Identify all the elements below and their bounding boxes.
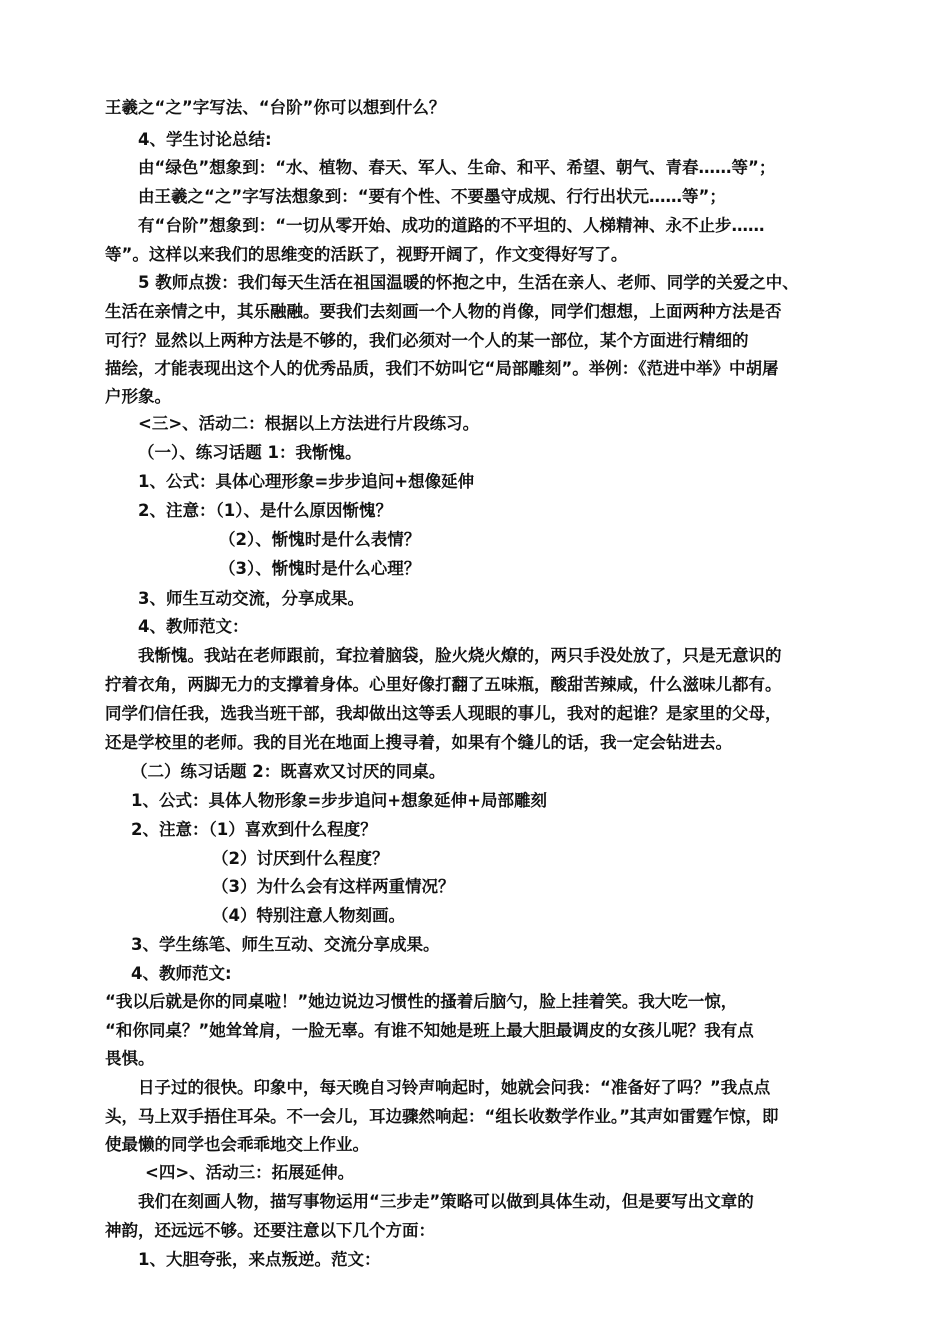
text-line: “和你同桌？”她耸耸肩，一脸无辜。有谁不知她是班上最大胆最调皮的女孩儿呢？我有点 (105, 1021, 754, 1040)
text-line: （3）为什么会有这样两重情况？ (212, 877, 455, 896)
text-line: 日子过的很快。印象中，每天晚自习铃声响起时，她就会问我：“准备好了吗？”我点点 (138, 1078, 771, 1097)
text-line: 由“绿色”想象到：“水、植物、春天、军人、生命、和平、希望、朝气、青春……等”； (138, 158, 776, 177)
text-line: 畏惧。 (105, 1049, 155, 1068)
text-line: 同学们信任我，选我当班干部，我却做出这等丢人现眼的事儿，我对的起谁？是家里的父母， (105, 704, 782, 723)
text-line: （2）讨厌到什么程度？ (212, 849, 389, 868)
text-line: 3、学生练笔、师生互动、交流分享成果。 (131, 935, 440, 954)
subsection-heading: （二）练习话题 2：既喜欢又讨厌的同桌。 (131, 762, 446, 781)
text-line: 我们在刻画人物，描写事物运用“三步走”策略可以做到具体生动，但是要写出文章的 (138, 1192, 754, 1211)
text-line: （2）、惭愧时是什么表情？ (219, 530, 421, 549)
section-heading: <三>、活动二：根据以上方法进行片段练习。 (138, 414, 480, 433)
text-line: 还是学校里的老师。我的目光在地面上搜寻着，如果有个缝儿的话，我一定会钻进去。 (105, 733, 732, 752)
text-line: 户形象。 (105, 387, 171, 406)
text-line: 王羲之“之”字写法、“台阶”你可以想到什么？ (105, 98, 446, 117)
text-line: “我以后就是你的同桌啦！”她边说边习惯性的搔着后脑勺，脸上挂着笑。我大吃一惊， (105, 992, 738, 1011)
text-line: 由王羲之“之”字写法想象到：“要有个性、不要墨守成规、行行出状元……等”； (138, 187, 726, 206)
subsection-heading: （一）、练习话题 1：我惭愧。 (138, 443, 362, 462)
text-line: 有“台阶”想象到：“一切从零开始、成功的道路的不平坦的、人梯精神、永不止步…… (138, 216, 765, 235)
text-line: 等”。这样以来我们的思维变的活跃了，视野开阔了，作文变得好写了。 (105, 245, 628, 264)
text-line: 拧着衣角，两脚无力的支撑着身体。心里好像打翻了五味瓶，酸甜苦辣咸，什么滋味儿都有。 (105, 675, 782, 694)
text-line: （4）特别注意人物刻画。 (212, 906, 405, 925)
text-line: 4、学生讨论总结: (138, 130, 272, 149)
text-line: 2、注意：（1）喜欢到什么程度？ (131, 820, 377, 839)
text-line: 使最懒的同学也会乖乖地交上作业。 (105, 1135, 369, 1154)
text-line: 生活在亲情之中，其乐融融。要我们去刻画一个人物的肖像，同学们想想，上面两种方法是否 (105, 302, 782, 321)
text-line: 4、教师范文: (131, 964, 232, 983)
text-line: 3、师生互动交流，分享成果。 (138, 589, 364, 608)
text-line: 1、公式：具体心理形象=步步追问+想像延伸 (138, 472, 475, 491)
text-line: 描绘，才能表现出这个人的优秀品质，我们不妨叫它“局部雕刻”。举例：《范进中举》中胡屠 (105, 359, 779, 378)
text-line: 1、公式：具体人物形象=步步追问+想象延伸+局部雕刻 (131, 791, 547, 810)
text-line: 我惭愧。我站在老师跟前，耷拉着脑袋，脸火烧火燎的，两只手没处放了，只是无意识的 (138, 646, 782, 665)
text-line: 可行？显然以上两种方法是不够的，我们必须对一个人的某一部位，某个方面进行精细的 (105, 331, 749, 350)
text-line: 5 教师点拨：我们每天生活在祖国温暖的怀抱之中，生活在亲人、老师、同学的关爱之中、 (138, 273, 799, 292)
text-line: 2、注意：（1）、是什么原因惭愧？ (138, 501, 392, 520)
text-line: 4、教师范文： (138, 617, 249, 636)
text-line: （3）、惭愧时是什么心理？ (219, 559, 421, 578)
section-heading: <四>、活动三：拓展延伸。 (145, 1163, 355, 1182)
text-line: 神韵，还远远不够。还要注意以下几个方面： (105, 1221, 435, 1240)
text-line: 头，马上双手捂住耳朵。不一会儿，耳边骤然响起：“组长收数学作业。”其声如雷霆乍惊，即 (105, 1107, 779, 1126)
text-line: 1、大胆夸张，来点叛逆。范文： (138, 1250, 381, 1269)
